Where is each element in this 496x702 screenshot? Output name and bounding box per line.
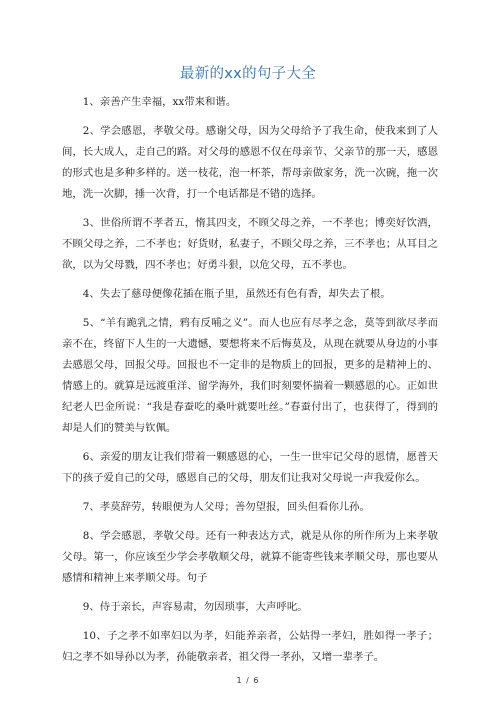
paragraph-2: 2、学会感恩，孝敬父母。感谢父母，因为父母给予了我生命，使我来到了人间，长大成人，走自己的路。对父母的感恩不仅在母亲节、父亲节的那一天，感恩的形式也是多种多样的。送一枝花，泡一杯茶，帮母亲做家务，洗一次碗，拖一次地，洗一次脚，捶一次背，打一个电话都是不错的选择。 xyxy=(62,125,438,200)
paragraph-8: 8、学会感恩，孝敬父母。还有一种表达方式，就是从你的所作所为上来孝敬父母。第一，你应该至少学会孝敬顺父母，就算不能寄些钱来孝顺父母，那也要从感情和精神上来孝顺父母。句子 xyxy=(62,530,438,584)
paragraph-1: 1、亲善产生幸福，xx带来和谐。 xyxy=(82,96,237,108)
paragraph-10: 10、子之孝不如率妇以为孝，妇能养亲者，公姑得一孝妇，胜如得一孝子；妇之孝不如导孙以为孝，孙能敬亲者，祖父得一孝孙，又增一辈孝子。 xyxy=(62,630,438,663)
paragraph-4: 4、失去了慈母便像花插在瓶子里，虽然还有色有香，却失去了根。 xyxy=(82,288,391,300)
paragraph-5: 5、“羊有跪乳之情，鸦有反哺之义”。而人也应有尽孝之念，莫等到欲尽孝而亲不在，终留下人生的一大遗憾，要想将来不后悔莫及，从现在就要从身边的小事去感恩父母，回报父母。回报也不一定非的是物质上的回报，更多的是精神上的、情感上的。就算是远渡重洋、留学海外，我们时刻要怀揣着一颗感恩的心。正如世纪老人巴金所说：“我是春蚕吃的桑叶就要吐丝。”春蚕付出了，也获得了，得到的却是人们的赞美与钦佩。 xyxy=(62,317,438,434)
document-body xyxy=(62,92,438,676)
document-title: 最新的xx的句子大全 xyxy=(179,66,317,82)
paragraph-6: 6、亲爱的朋友让我们带着一颗感恩的心，一生一世牢记父母的恩情，愿普天下的孩子爱自己的父母，感恩自己的父母，朋友们让我对父母说一声我爱你么。 xyxy=(62,451,438,484)
page-number: 1 / 6 xyxy=(236,676,260,685)
paragraph-7: 7、孝莫辞劳，转眼便为人父母；善勿望报，回头但看你儿孙。 xyxy=(82,501,370,513)
paragraph-9: 9、侍于亲长，声容易肃，勿因琐事，大声呼叱。 xyxy=(82,601,308,613)
paragraph-3: 3、世俗所谓不孝者五，惰其四支，不顾父母之养，一不孝也；博奕好饮酒，不顾父母之养，二不孝也；好货财，私妻子，不顾父母之养，三不孝也；从耳目之欲，以为父母戮，四不孝也；好勇斗狠，以危父母，五不孝也。 xyxy=(62,217,438,271)
